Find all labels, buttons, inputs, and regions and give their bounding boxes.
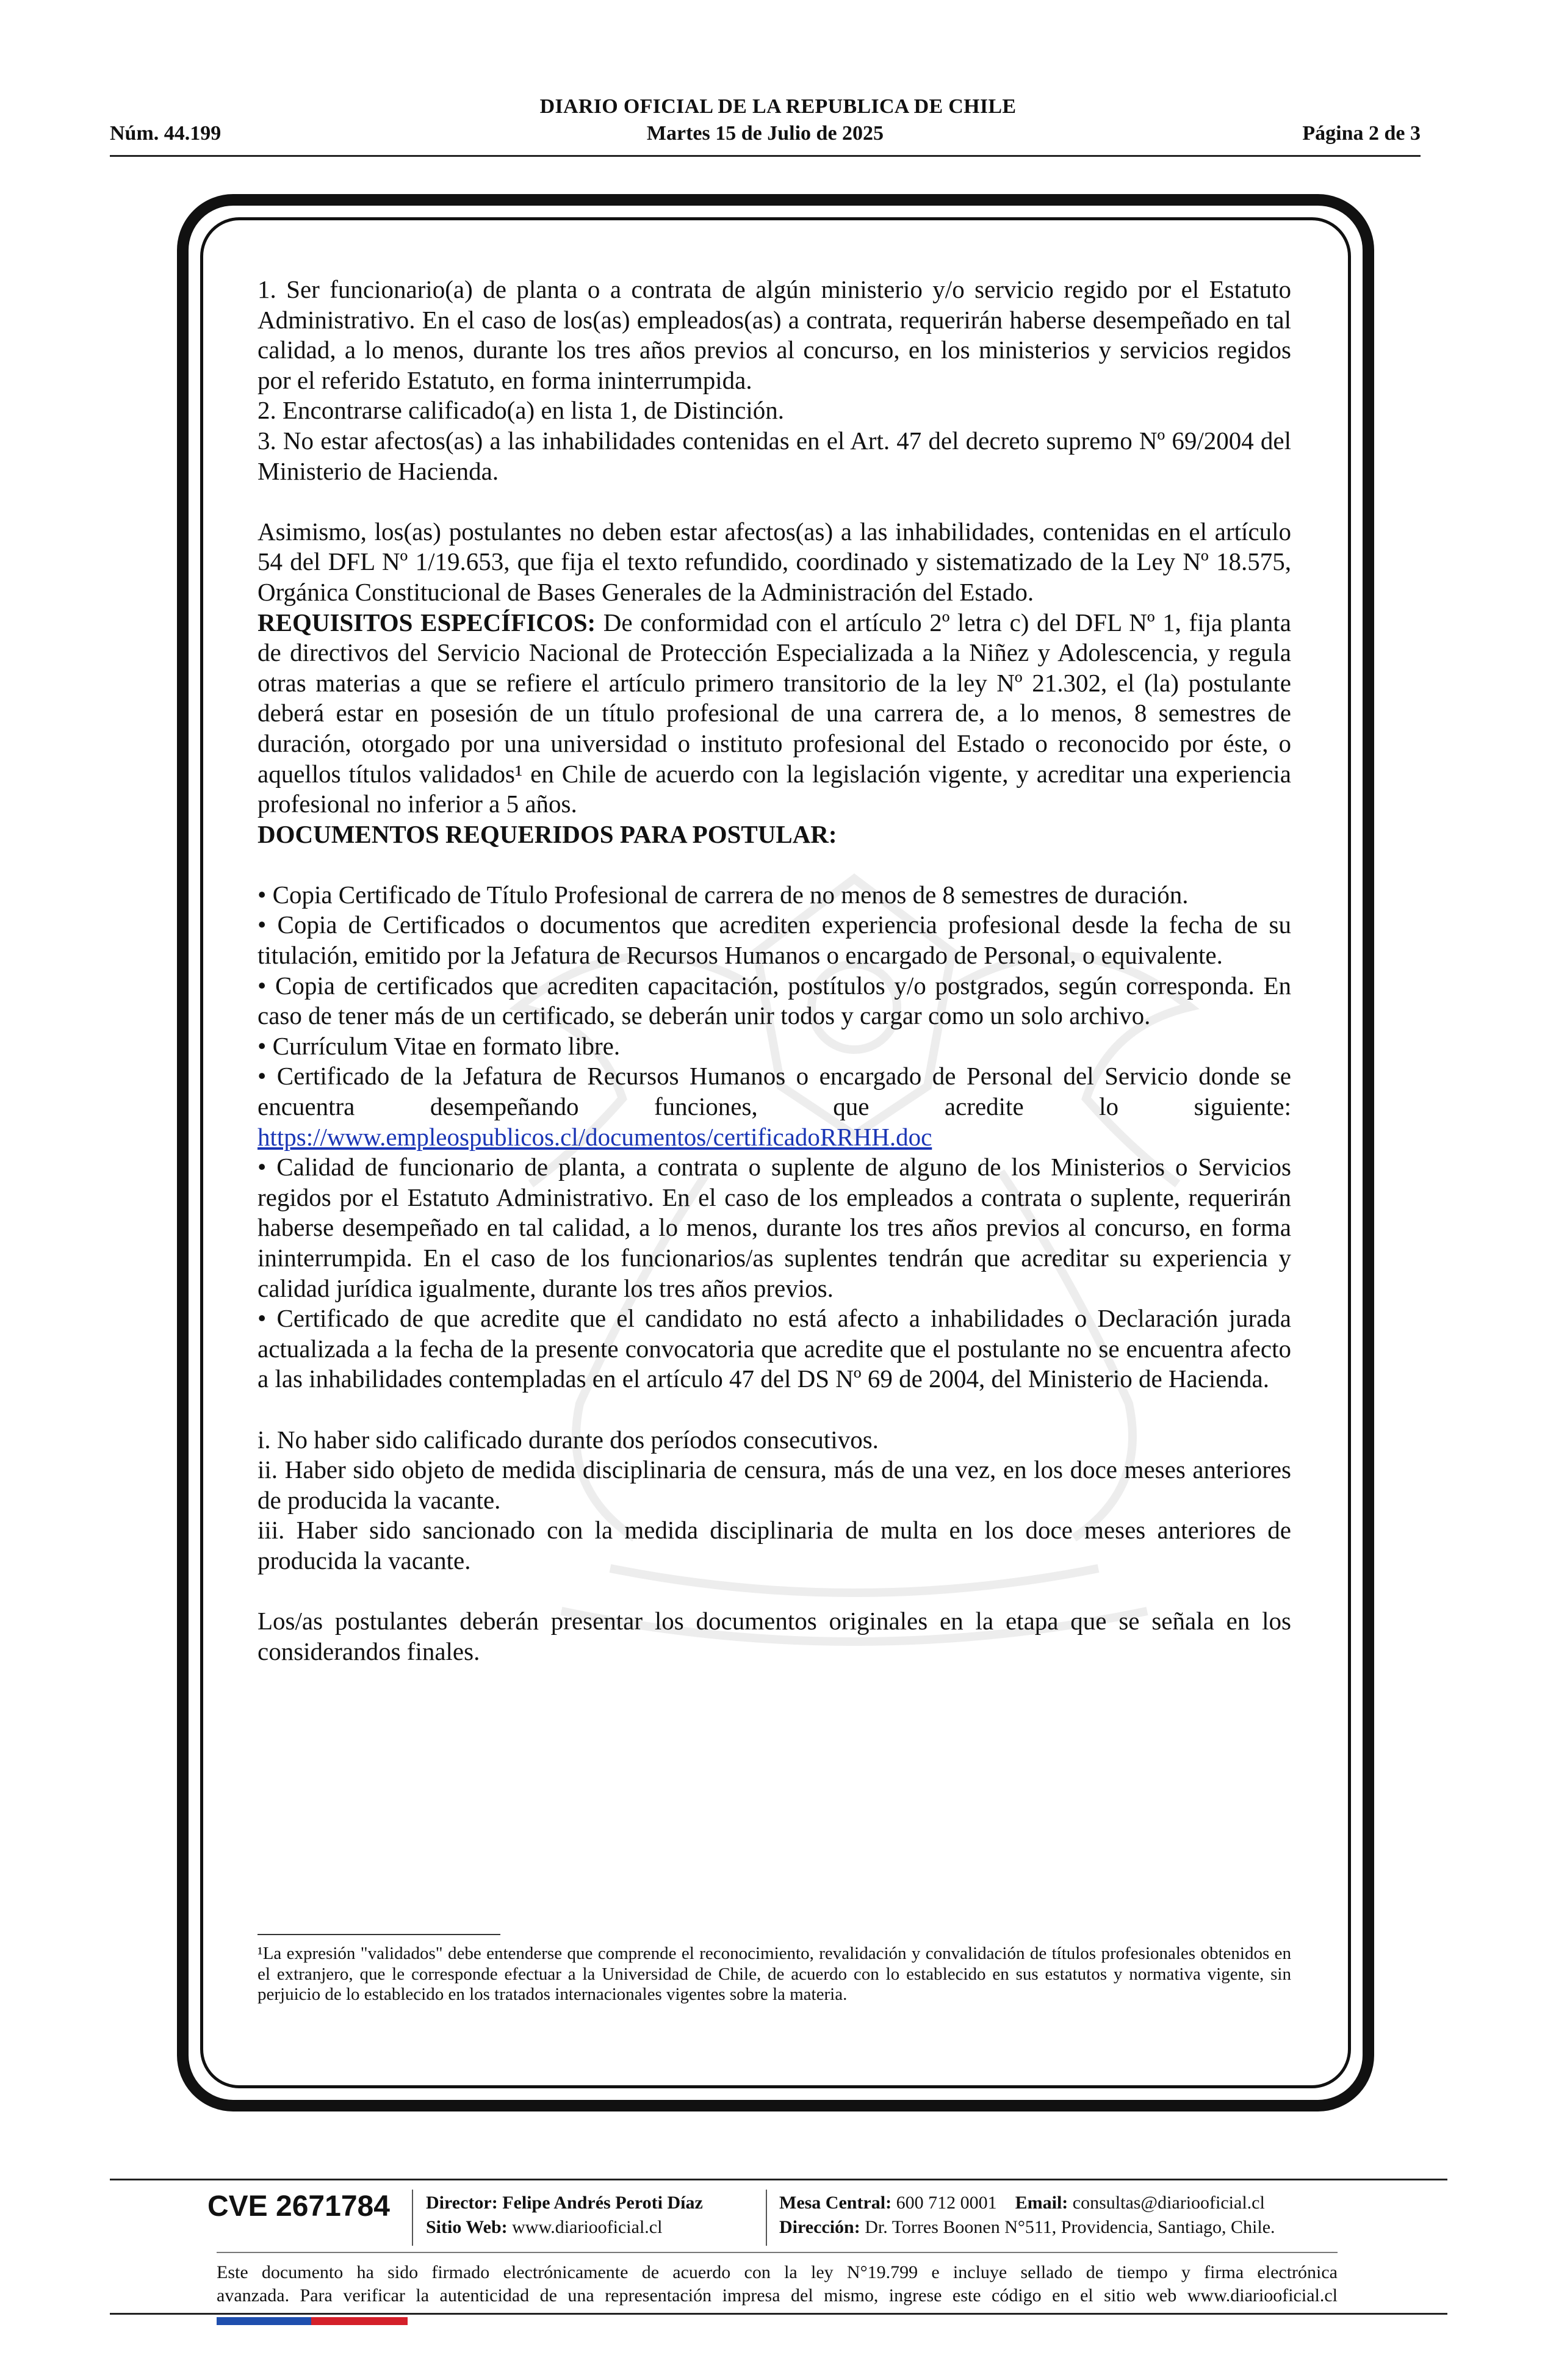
footnote-divider	[258, 1934, 500, 1935]
contact-block	[779, 2191, 1275, 2240]
required-documents-heading: DOCUMENTOS REQUERIDOS PARA POSTULAR:	[258, 820, 837, 848]
flag-stripe-red	[311, 2317, 408, 2325]
website-label: Sitio Web:	[426, 2217, 508, 2237]
inhabilidad-item-iii: iii. Haber sido sancionado con la medida disciplinaria de multa en los doce meses anteriores de producida la vacante.	[258, 1516, 1291, 1574]
website-value[interactable]: www.diariooficial.cl	[512, 2217, 663, 2237]
document-item-6: • Calidad de funcionario de planta, a contrata o suplente de alguno de los Ministerios o Servicios regidos por el Estatuto Administrativo. En el caso de los empleados a contrata o suplente, requerirán haberse desempeñado en tal calidad, a lo menos, durante los tres años previos al concurso, en forma ininterrumpida. En el caso de los funcionarios/as suplentes tendrán que acreditar su experiencia y calidad jurídica igualmente, durante los tres años previos.	[258, 1153, 1291, 1302]
header-divider	[110, 155, 1421, 157]
email-value[interactable]: consultas@diariooficial.cl	[1072, 2193, 1265, 2213]
inhabilidad-item-i: i. No haber sido calificado durante dos períodos consecutivos.	[258, 1425, 879, 1454]
director-line	[426, 2191, 703, 2215]
legal-notice	[217, 2261, 1338, 2307]
phone-value: 600 712 0001	[896, 2193, 997, 2213]
document-item-5	[258, 1061, 1291, 1152]
address-value: Dr. Torres Boonen N°511, Providencia, Santiago, Chile.	[865, 2217, 1275, 2237]
gazette-title: DIARIO OFICIAL DE LA REPUBLICA DE CHILE	[539, 95, 1017, 118]
paragraph-gap	[258, 849, 1291, 880]
director-name: Felipe Andrés Peroti Díaz	[502, 2193, 703, 2213]
general-requirement-2: 2. Encontrarse calificado(a) en lista 1, de Distinción.	[258, 396, 784, 425]
paragraph-gap	[258, 1576, 1291, 1607]
specific-requirements-heading: REQUISITOS ESPECÍFICOS:	[258, 608, 596, 636]
paragraph-gap	[258, 486, 1291, 517]
document-item-7: • Certificado de que acredite que el candidato no está afecto a inhabilidades o Declaración jurada actualizada a la fecha de la presente convocatoria que acredite que el postulante no se encuentra afecto a las inhabilidades contempladas en el artículo 47 del DS Nº 69 de 2004, del Ministerio de Hacienda.	[258, 1304, 1291, 1393]
legal-notice-line-2: avanzada. Para verificar la autenticidad de una representación impresa del mismo, ingrese este código en el sitio web www.diariooficial.cl	[217, 2285, 1338, 2306]
document-item-5-text: • Certificado de la Jefatura de Recursos Humanos o encargado de Personal del Servicio donde se encuentra desempeñando funciones, que acredite lo siguiente:	[258, 1062, 1291, 1121]
paragraph-gap	[258, 1394, 1291, 1425]
phone-label: Mesa Central:	[779, 2193, 892, 2213]
address-line	[779, 2215, 1275, 2240]
document-item-4: • Currículum Vitae en formato libre.	[258, 1031, 621, 1060]
general-requirement-1: 1. Ser funcionario(a) de planta o a contrata de algún ministerio y/o servicio regido por el Estatuto Administrativo. En el caso de los(as) empleados(as) a contrata, requerirán haberse desempeñado en tal calidad, a lo menos, durante los tres años previos al concurso, en los ministerios y servicios regidos por el referido Estatuto, en forma ininterrumpida.	[258, 275, 1291, 394]
website-line	[426, 2215, 703, 2240]
address-label: Dirección:	[779, 2217, 860, 2237]
closing-paragraph: Los/as postulantes deberán presentar los documentos originales en la etapa que se señala en los considerandos finales.	[258, 1607, 1291, 1665]
document-body	[258, 275, 1291, 1667]
issue-number: Núm. 44.199	[110, 122, 222, 145]
director-label: Director:	[426, 2193, 498, 2213]
footer-divider-bottom	[110, 2313, 1447, 2315]
page-number: Página 2 de 3	[1302, 122, 1421, 145]
specific-requirements-text: De conformidad con el artículo 2º letra c) del DFL Nº 1, fija planta de directivos del Servicio Nacional de Protección Especializada a la Niñez y Adolescencia, y regula otras materias a que se refiere el artículo primero transitorio de la ley Nº 21.302, el (la) postulante deberá estar en posesión de un título profesional de una carrera de, a lo menos, 8 semestres de duración, otorgado por una universidad o instituto profesional del Estado o reconocido por éste, o aquellos títulos validados¹ en Chile de acuerdo con la legislación vigente, y acreditar una experiencia profesional no inferior a 5 años.	[258, 608, 1291, 818]
inhabilidades-paragraph: Asimismo, los(as) postulantes no deben estar afectos(as) a las inhabilidades, contenidas en el artículo 54 del DFL Nº 1/19.653, que fija el texto refundido, coordinado y sistematizado de la Ley Nº 18.575, Orgánica Constitucional de Bases Generales de la Administración del Estado.	[258, 517, 1291, 606]
footer-separator	[766, 2190, 767, 2246]
header-row	[110, 122, 1421, 149]
flag-stripe-blue	[217, 2317, 311, 2325]
footer-divider-top	[110, 2179, 1447, 2180]
inhabilidad-item-ii: ii. Haber sido objeto de medida disciplinaria de censura, más de una vez, en los doce meses anteriores de producida la vacante.	[258, 1455, 1291, 1514]
email-label: Email:	[1015, 2193, 1068, 2213]
footer-separator	[412, 2190, 413, 2246]
general-requirement-3: 3. No estar afectos(as) a las inhabilidades contenidas en el Art. 47 del decreto supremo Nº 69/2004 del Ministerio de Hacienda.	[258, 426, 1291, 485]
footnote: ¹La expresión "validados" debe entenderse que comprende el reconocimiento, revalidación y convalidación de títulos profesionales obtenidos en el extranjero, que le corresponde efectuar a la Universidad de Chile, de acuerdo con lo establecido en sus estatutos y normativa vigente, sin perjuicio de lo establecido en los tratados internacionales vigentes sobre la materia.	[258, 1944, 1291, 2004]
phone-email-line	[779, 2191, 1275, 2215]
footer-divider-mid	[217, 2252, 1338, 2253]
legal-notice-line-1: Este documento ha sido firmado electrónicamente de acuerdo con la ley N°19.799 e incluye sellado de tiempo y firma electrónica	[217, 2262, 1338, 2282]
specific-requirements-paragraph	[258, 608, 1291, 820]
rrhh-certificate-link[interactable]: https://www.empleospublicos.cl/documentos/certificadoRRHH.doc	[258, 1122, 932, 1151]
document-item-3: • Copia de certificados que acrediten capacitación, postítulos y/o postgrados, según corresponda. En caso de tener más de un certificado, se deberán unir todos y cargar como un solo archivo.	[258, 971, 1291, 1030]
director-block	[426, 2191, 703, 2240]
document-item-1: • Copia Certificado de Título Profesional de carrera de no menos de 8 semestres de duración.	[258, 880, 1189, 909]
document-item-2: • Copia de Certificados o documentos que acrediten experiencia profesional desde la fecha de su titulación, emitido por la Jefatura de Recursos Humanos o encargado de Personal, o equivalente.	[258, 911, 1291, 970]
cve-code: CVE 2671784	[207, 2190, 390, 2223]
issue-date: Martes 15 de Julio de 2025	[646, 122, 884, 145]
